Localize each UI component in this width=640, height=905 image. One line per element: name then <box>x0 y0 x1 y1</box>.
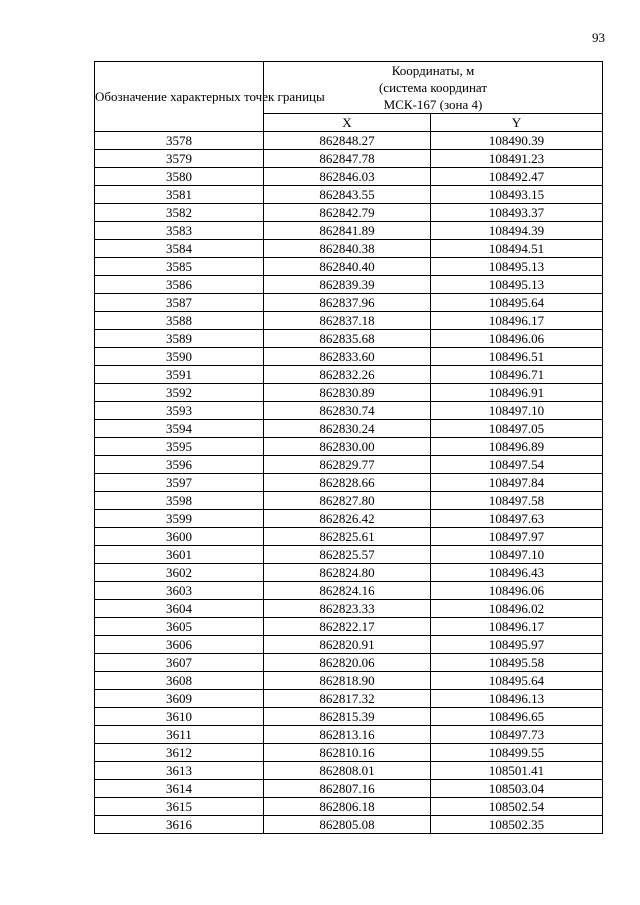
point-id-cell: 3603 <box>95 582 264 600</box>
point-id-cell: 3602 <box>95 564 264 582</box>
y-value-cell: 108497.54 <box>431 456 603 474</box>
x-value-cell: 862839.39 <box>264 276 431 294</box>
point-id-cell: 3593 <box>95 402 264 420</box>
table-row <box>95 330 603 348</box>
table-row <box>95 510 603 528</box>
y-value-cell: 108497.05 <box>431 420 603 438</box>
table-row <box>95 636 603 654</box>
y-value-cell: 108496.02 <box>431 600 603 618</box>
point-id-cell: 3581 <box>95 186 264 204</box>
point-id-cell: 3596 <box>95 456 264 474</box>
point-id-cell: 3589 <box>95 330 264 348</box>
x-value-cell: 862824.16 <box>264 582 431 600</box>
x-value-cell: 862830.74 <box>264 402 431 420</box>
point-id-cell: 3604 <box>95 600 264 618</box>
y-value-cell: 108497.73 <box>431 726 603 744</box>
x-value-cell: 862807.16 <box>264 780 431 798</box>
x-value-cell: 862826.42 <box>264 510 431 528</box>
point-id-cell: 3598 <box>95 492 264 510</box>
point-id-cell: 3592 <box>95 384 264 402</box>
table-row <box>95 294 603 312</box>
y-value-cell: 108496.71 <box>431 366 603 384</box>
point-id-cell: 3607 <box>95 654 264 672</box>
x-value-cell: 862843.55 <box>264 186 431 204</box>
table-header-row <box>95 62 603 114</box>
table-row <box>95 366 603 384</box>
point-id-cell: 3586 <box>95 276 264 294</box>
point-id-cell: 3588 <box>95 312 264 330</box>
y-value-cell: 108494.39 <box>431 222 603 240</box>
y-value-cell: 108497.58 <box>431 492 603 510</box>
point-id-cell: 3611 <box>95 726 264 744</box>
x-value-cell: 862823.33 <box>264 600 431 618</box>
table-row <box>95 780 603 798</box>
x-value-cell: 862805.08 <box>264 816 431 834</box>
point-id-cell: 3582 <box>95 204 264 222</box>
x-value-cell: 862815.39 <box>264 708 431 726</box>
y-value-cell: 108495.58 <box>431 654 603 672</box>
x-value-cell: 862824.80 <box>264 564 431 582</box>
point-id-cell: 3600 <box>95 528 264 546</box>
table-row <box>95 168 603 186</box>
coords-header-line2: (система координат <box>378 80 488 95</box>
coords-header-line1: Координаты, м <box>391 63 475 78</box>
x-value-cell: 862806.18 <box>264 798 431 816</box>
x-value-cell: 862837.96 <box>264 294 431 312</box>
x-value-cell: 862820.06 <box>264 654 431 672</box>
x-value-cell: 862840.40 <box>264 258 431 276</box>
y-value-cell: 108495.64 <box>431 294 603 312</box>
point-id-cell: 3587 <box>95 294 264 312</box>
point-id-cell: 3578 <box>95 132 264 150</box>
x-value-cell: 862833.60 <box>264 348 431 366</box>
x-value-cell: 862820.91 <box>264 636 431 654</box>
y-value-cell: 108492.47 <box>431 168 603 186</box>
x-value-cell: 862841.89 <box>264 222 431 240</box>
table-row <box>95 816 603 834</box>
x-column-header: X <box>264 114 431 132</box>
point-id-cell: 3599 <box>95 510 264 528</box>
x-value-cell: 862825.61 <box>264 528 431 546</box>
y-value-cell: 108497.10 <box>431 402 603 420</box>
table-row <box>95 420 603 438</box>
point-id-cell: 3585 <box>95 258 264 276</box>
x-value-cell: 862846.03 <box>264 168 431 186</box>
table-row <box>95 150 603 168</box>
table-row <box>95 798 603 816</box>
y-value-cell: 108495.13 <box>431 258 603 276</box>
table-row <box>95 132 603 150</box>
y-value-cell: 108496.51 <box>431 348 603 366</box>
x-value-cell: 862808.01 <box>264 762 431 780</box>
x-value-cell: 862830.89 <box>264 384 431 402</box>
point-id-cell: 3583 <box>95 222 264 240</box>
point-id-cell: 3614 <box>95 780 264 798</box>
y-value-cell: 108497.63 <box>431 510 603 528</box>
x-value-cell: 862830.00 <box>264 438 431 456</box>
table-row <box>95 258 603 276</box>
table-row <box>95 582 603 600</box>
table-body <box>95 132 603 834</box>
table-row <box>95 276 603 294</box>
table-row <box>95 384 603 402</box>
table-row <box>95 222 603 240</box>
x-value-cell: 862842.79 <box>264 204 431 222</box>
table-row <box>95 528 603 546</box>
table-row <box>95 402 603 420</box>
point-id-cell: 3605 <box>95 618 264 636</box>
y-value-cell: 108496.13 <box>431 690 603 708</box>
x-value-cell: 862848.27 <box>264 132 431 150</box>
y-value-cell: 108497.97 <box>431 528 603 546</box>
coords-header-line3: МСК-167 (зона 4) <box>383 97 483 112</box>
y-value-cell: 108497.10 <box>431 546 603 564</box>
coordinates-column-header <box>264 62 603 114</box>
table-row <box>95 600 603 618</box>
y-value-cell: 108496.06 <box>431 582 603 600</box>
y-value-cell: 108497.84 <box>431 474 603 492</box>
y-value-cell: 108502.54 <box>431 798 603 816</box>
x-value-cell: 862810.16 <box>264 744 431 762</box>
y-value-cell: 108499.55 <box>431 744 603 762</box>
x-value-cell: 862829.77 <box>264 456 431 474</box>
x-value-cell: 862828.66 <box>264 474 431 492</box>
table-row <box>95 546 603 564</box>
page-number: 93 <box>592 30 605 45</box>
x-value-cell: 862827.80 <box>264 492 431 510</box>
y-value-cell: 108495.13 <box>431 276 603 294</box>
point-id-cell: 3591 <box>95 366 264 384</box>
table-row <box>95 186 603 204</box>
y-value-cell: 108493.15 <box>431 186 603 204</box>
y-value-cell: 108496.06 <box>431 330 603 348</box>
x-value-cell: 862840.38 <box>264 240 431 258</box>
point-id-cell: 3608 <box>95 672 264 690</box>
point-id-cell: 3601 <box>95 546 264 564</box>
table-row <box>95 240 603 258</box>
x-value-cell: 862825.57 <box>264 546 431 564</box>
table-row <box>95 474 603 492</box>
y-value-cell: 108496.17 <box>431 312 603 330</box>
point-id-cell: 3613 <box>95 762 264 780</box>
y-value-cell: 108496.65 <box>431 708 603 726</box>
table-row <box>95 312 603 330</box>
table-row <box>95 726 603 744</box>
y-value-cell: 108502.35 <box>431 816 603 834</box>
y-value-cell: 108503.04 <box>431 780 603 798</box>
y-value-cell: 108494.51 <box>431 240 603 258</box>
table-row <box>95 672 603 690</box>
table-row <box>95 744 603 762</box>
point-id-cell: 3597 <box>95 474 264 492</box>
x-value-cell: 862832.26 <box>264 366 431 384</box>
table-row <box>95 492 603 510</box>
point-id-cell: 3616 <box>95 816 264 834</box>
table-row <box>95 564 603 582</box>
y-value-cell: 108495.64 <box>431 672 603 690</box>
table-row <box>95 708 603 726</box>
x-value-cell: 862818.90 <box>264 672 431 690</box>
x-value-cell: 862830.24 <box>264 420 431 438</box>
y-value-cell: 108501.41 <box>431 762 603 780</box>
table-row <box>95 438 603 456</box>
coordinates-table <box>94 61 603 834</box>
point-id-cell: 3609 <box>95 690 264 708</box>
y-value-cell: 108493.37 <box>431 204 603 222</box>
y-value-cell: 108496.91 <box>431 384 603 402</box>
y-column-header: Y <box>431 114 603 132</box>
x-value-cell: 862835.68 <box>264 330 431 348</box>
y-value-cell: 108495.97 <box>431 636 603 654</box>
point-id-cell: 3584 <box>95 240 264 258</box>
x-value-cell: 862813.16 <box>264 726 431 744</box>
point-id-cell: 3595 <box>95 438 264 456</box>
y-value-cell: 108491.23 <box>431 150 603 168</box>
point-id-cell: 3580 <box>95 168 264 186</box>
point-id-cell: 3612 <box>95 744 264 762</box>
table-row <box>95 348 603 366</box>
x-value-cell: 862847.78 <box>264 150 431 168</box>
point-id-cell: 3594 <box>95 420 264 438</box>
x-value-cell: 862837.18 <box>264 312 431 330</box>
y-value-cell: 108496.17 <box>431 618 603 636</box>
point-id-cell: 3606 <box>95 636 264 654</box>
point-id-cell: 3615 <box>95 798 264 816</box>
point-column-header: Обозначение характерных точек границы <box>95 62 264 132</box>
point-id-cell: 3590 <box>95 348 264 366</box>
y-value-cell: 108496.43 <box>431 564 603 582</box>
table-row <box>95 690 603 708</box>
point-id-cell: 3610 <box>95 708 264 726</box>
table-row <box>95 618 603 636</box>
x-value-cell: 862822.17 <box>264 618 431 636</box>
x-value-cell: 862817.32 <box>264 690 431 708</box>
table-row <box>95 204 603 222</box>
table-row <box>95 456 603 474</box>
table-row <box>95 654 603 672</box>
table-row <box>95 762 603 780</box>
y-value-cell: 108496.89 <box>431 438 603 456</box>
point-id-cell: 3579 <box>95 150 264 168</box>
y-value-cell: 108490.39 <box>431 132 603 150</box>
